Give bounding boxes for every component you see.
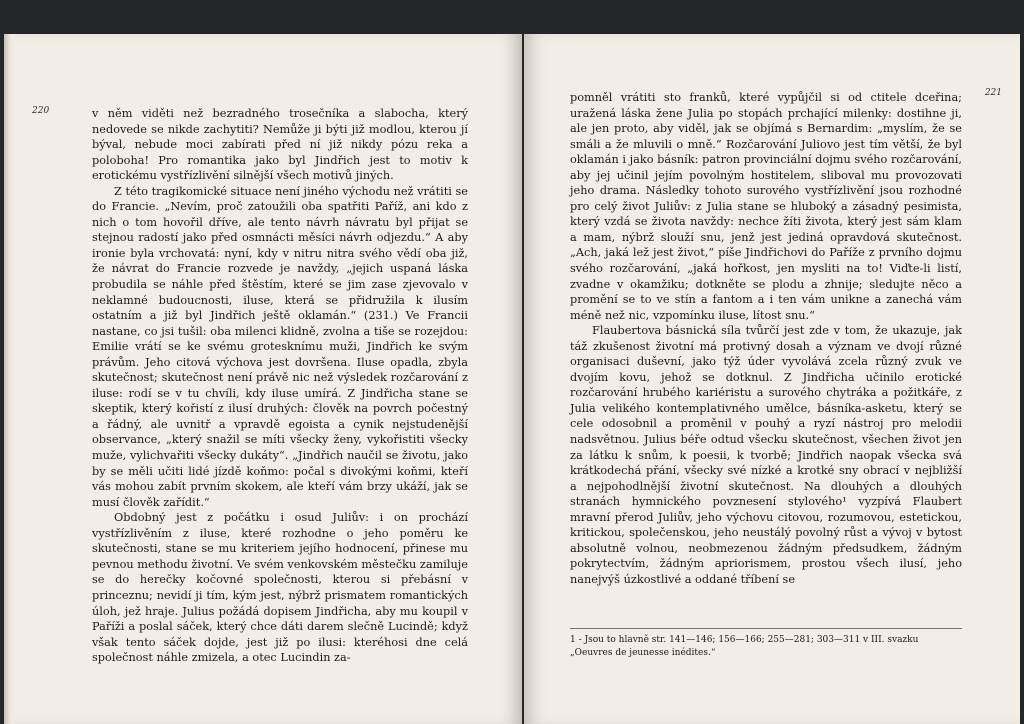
left-page <box>4 34 522 724</box>
paragraph: v něm viděti než bezradného trosečníka a slabocha, který nedovede se nikde zachytiti? Nemůže ji býti již modlou, kterou jí býval, nebude moci zabírati před ní již nikdy pózu reka a poloboha! Pro romantika jako byl Jindřich jest to motiv k erotickému vystřízlivění silnější všech motivů jiných. <box>92 107 468 183</box>
page-edge <box>4 34 14 724</box>
page-text <box>92 106 468 666</box>
footnote: 1 - Jsou to hlavně str. 141—146; 156—166; 255—281; 303—311 v III. svazku „Oeuvres de jeunesse inédites.“ <box>570 635 919 658</box>
paragraph: Obdobný jest z počátku i osud Juliův: i on prochází vystřízlivěním z iluse, které rozhodne o jeho poměru ke skutečnosti, stane se mu kriteriem jejího hodnocení, přinese mu pevnou methodu životní. Ve svém venkovském městečku zamiluje se do herečky kočovné společnosti, kterou si přebásní v princeznu; nevidí ji tím, kým jest, nýbrž prismatem romantických úloh, jež hraje. Julius požádá dopisem Jindřicha, aby mu koupil v Paříži a poslal sáček, který chce dáti darem slečně Lucindě; když však tento sáček dojde, jest již po ilusi: kteréhosi dne celá společnost náhle zmizela, a otec Lucindin za- <box>92 511 468 665</box>
paragraph: Flaubertova básnická síla tvůrčí jest zde v tom, že ukazuje, jak táž zkušenost životní má protivný dosah a význam ve dvojí různé organisaci duševní, jako týž úder vyvolává zcela různý zvuk ve dvojím kovu, jehož se dotknul. Z Jindřicha učinilo erotické rozčarování hrubého kariéristu a surového chytráka a požitkáře, z Julia velikého kontemplativného umělce, básníka-asketu, který se cele odosobnil a proměnil v pouhý a ryzí nástroj pro melodii nadsvětnou. Julius béře odtud všecku skutečnost, všechen život jen za látku k snům, k poesii, k tvorbě; Jindřich naopak všecka svá krátkodechá přání, všecky své nízké a krotké sny obrací v nejbližší a nejpohodlnější životní skutečnost. Na dlouhých a dlouhých stranách hymnického povznesení stylového¹ vyzpívá Flaubert mravní přerod Juliův, jeho výchovu citovou, rozumovou, estetickou, kritickou, společenskou, jeho neustálý povolný růst a vývoj v bytost absolutně volnou, neobmezenou žádným předsudkem, žádným pokrytectvím, žádným apriorismem, prostou všech ilusí, jeho nanejvýš úzkostlivé a oddané tříbení se <box>570 324 962 586</box>
book-spread <box>4 34 1020 724</box>
paragraph: Z této tragikomické situace není jiného východu než vrátiti se do Francie. „Nevím, proč zatoužili oba spatřiti Paříž, ani kdo z nich o tom hovořil dříve, ale tento návrh návratu byl přijat se stejnou radostí jako před osmnácti měsíci návrh odjezdu.“ A aby ironie byla vrchovatá: nyní, kdy v nitru nitra svého vědí oba již, že návrat do Francie rozvede je navždy, „jejich uspaná láska probudila se náhle před štěstím, které se jim zase zjevovalo v neklamné budoucnosti, iluse, která se přidružila k ilusím ostatním a již byl Jindřich ještě oklamán.“ (231.) Ve Francii nastane, co jsi tušil: oba milenci klidně, zvolna a tiše se rozejdou: Emilie vrátí se ke svému grotesknímu muži, Jindřich ke svým právům. Jeho citová výchova jest dovršena. Iluse opadla, zbyla skutečnost; skutečnost není právě nic než výsledek rozčarování z iluse: rodí se v tu chvíli, kdy iluse umírá. Z Jindřicha stane se skeptik, který kořistí z ilusí druhých: člověk na povrch počestný a řádný, ale uvnitř a vpravdě egoista a cynik nejstudenější observance, „který snažil se míti všecky ženy, vykořistiti všecky muže, vylichvařiti všecky dukáty“. „Jindřich naučil se životu, jako by se měli učiti lidé jízdě koňmo: počal s divokými koňmi, kteří vás mohou zabít prvním skokem, ale kteří vám brzy ukáží, jak se musí člověk zařídit.“ <box>92 184 468 509</box>
paragraph: pomněl vrátiti sto franků, které vypůjčil si od ctitele dceřina; uražená láska žene Julia po stopách prchající milenky: dostihne ji, ale jen proto, aby viděl, jak se objímá s Bernardim: „myslím, že se smáli a že mluvili o mně.“ Rozčarování Juliovo jest tím větší, že byl oklamán i jako básník: patron provinciální dojmu svého rozčarování, aby jej učinil jejím povolným hostitelem, sliboval mu provozovati jeho drama. Následky tohoto surového vystřízlivění jsou rozhodné pro celý život Juliův: z Julia stane se hluboký a zásadný pesimista, který vzdá se života navždy: nechce žíti života, který jest sám klam a mam, nýbrž slouží snu, jenž jest jediná opravdová skutečnost. „Ach, jaká lež jest život,“ píše Jindřichovi do Paříže z prvního dojmu svého rozčarování, „jaká hořkost, jen mysliti na to! Viďte-li listí, zvadne v okamžiku; dotkněte se plodu a zhnije; sledujte něco a promění se to ve stín a fantom a i ten vám unikne a zanechá vám méně než nic, vzpomínku iluse, lítost snu.“ <box>570 91 962 322</box>
page-number: 220 <box>32 106 50 116</box>
right-page <box>524 34 1020 724</box>
footnote-divider <box>570 628 962 629</box>
page-number: 221 <box>984 88 1002 98</box>
page-text <box>570 90 962 588</box>
